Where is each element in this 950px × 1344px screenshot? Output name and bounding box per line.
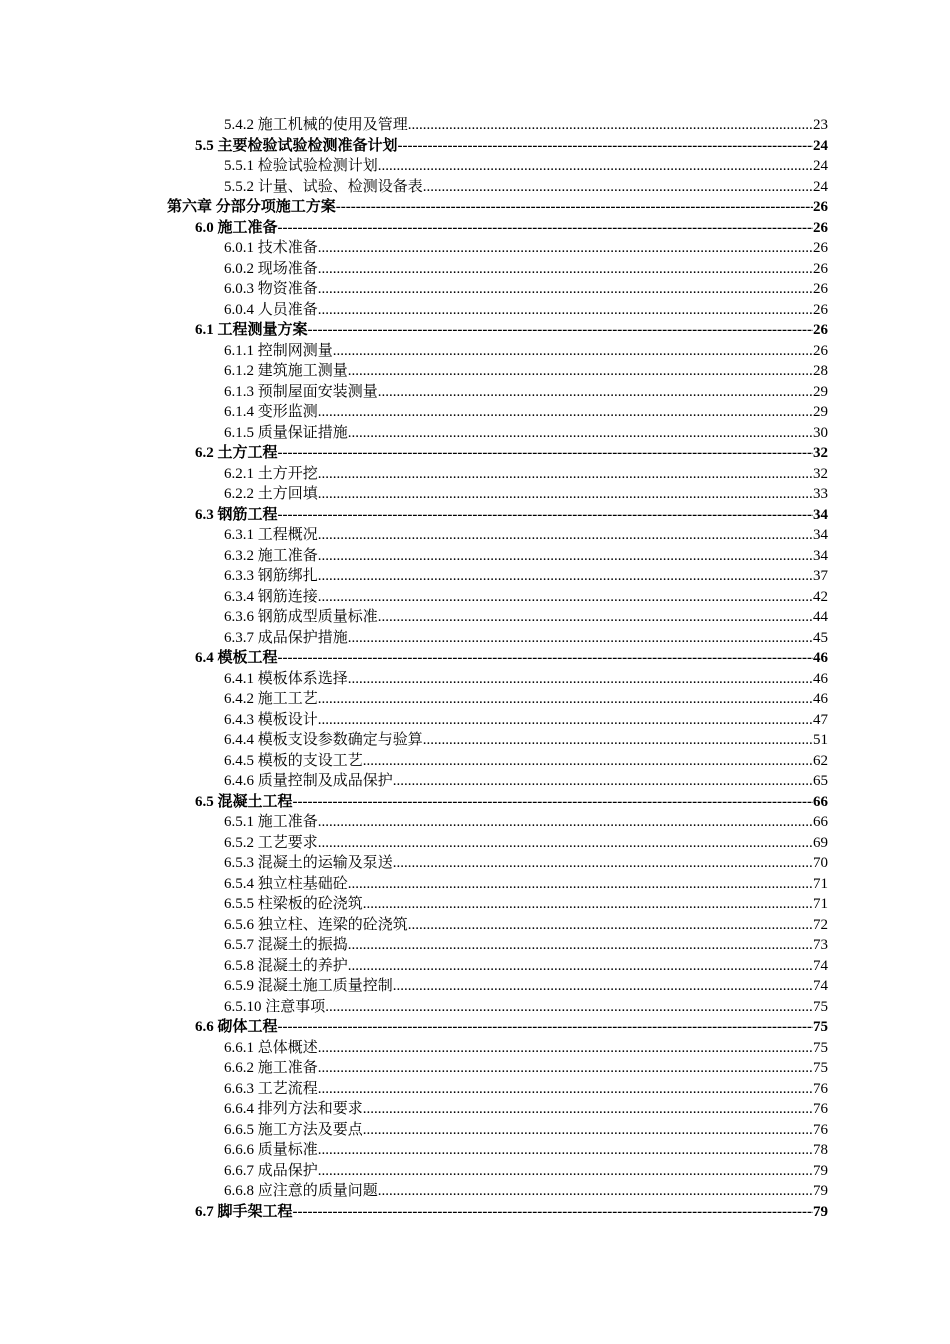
toc-entry-page: 24 [813, 137, 828, 154]
toc-entry[interactable] [224, 1161, 828, 1182]
toc-entry-title: 6.5.4 独立柱基础砼 [224, 875, 348, 892]
toc-entry-title: 6.3.3 钢筋绑扎 [224, 568, 318, 584]
toc-entry-title: 6.6.2 施工准备 [224, 1060, 318, 1076]
toc-leader [398, 136, 813, 157]
toc-entry-page: 74 [813, 978, 828, 994]
toc-leader [318, 1140, 813, 1161]
toc-leader [278, 443, 813, 464]
toc-entry-page: 76 [813, 1121, 828, 1138]
toc-leader [278, 218, 813, 239]
toc-entry[interactable] [224, 546, 828, 567]
toc-leader [348, 361, 813, 382]
toc-leader [348, 956, 813, 977]
toc-leader [348, 628, 813, 649]
toc-entry-page: 62 [813, 752, 828, 769]
toc-entry-title: 6.6.1 总体概述 [224, 1039, 318, 1056]
toc-entry-title: 6.4.6 质量控制及成品保护 [224, 773, 393, 789]
toc-entry[interactable] [224, 1140, 828, 1161]
toc-entry-title: 6.0.2 现场准备 [224, 260, 318, 277]
toc-leader [293, 792, 813, 813]
toc-leader [318, 587, 813, 608]
toc-entry-title: 6.4 模板工程 [195, 650, 278, 666]
toc-entry-title: 6.5.2 工艺要求 [224, 834, 318, 851]
toc-leader [325, 997, 813, 1018]
toc-entry[interactable] [224, 423, 828, 444]
toc-entry-title: 6.5.10 注意事项 [224, 998, 326, 1015]
toc-entry[interactable] [195, 218, 828, 239]
toc-entry[interactable] [224, 259, 828, 280]
toc-entry[interactable] [224, 628, 828, 649]
toc-entry-title: 6.4.3 模板设计 [224, 711, 318, 728]
toc-entry-title: 6.5.7 混凝土的振捣 [224, 937, 348, 953]
toc-entry-title: 6.1 工程测量方案 [195, 322, 308, 338]
toc-entry[interactable] [224, 935, 828, 956]
toc-leader [318, 238, 813, 259]
toc-leader [378, 607, 813, 628]
toc-entry-page: 66 [813, 793, 828, 810]
toc-entry-title: 6.0.1 技术准备 [224, 240, 318, 256]
toc-leader [318, 1079, 813, 1100]
toc-entry-page: 47 [813, 711, 828, 728]
toc-entry-page: 45 [813, 629, 828, 646]
toc-leader [318, 689, 813, 710]
toc-entry-page: 70 [813, 855, 828, 871]
toc-entry[interactable] [224, 382, 828, 403]
toc-entry-page: 79 [813, 1183, 828, 1199]
toc-entry-page: 34 [813, 527, 828, 543]
toc-leader [348, 669, 813, 690]
toc-entry[interactable] [224, 812, 828, 833]
toc-entry-page: 73 [813, 937, 828, 953]
toc-entry-title: 6.3.2 施工准备 [224, 547, 318, 564]
toc-entry-page: 76 [813, 1101, 828, 1117]
toc-entry-title: 6.6.6 质量标准 [224, 1142, 318, 1158]
toc-entry-title: 6.3.6 钢筋成型质量标准 [224, 609, 378, 625]
toc-leader [318, 525, 813, 546]
toc-entry-title: 6.5.6 独立柱、连梁的砼浇筑 [224, 916, 408, 933]
toc-entry-page: 28 [813, 363, 828, 379]
toc-leader [393, 976, 813, 997]
toc-entry[interactable] [224, 1120, 828, 1141]
toc-entry-title: 6.3.7 成品保护措施 [224, 629, 348, 646]
toc-leader [423, 730, 813, 751]
toc-leader [318, 279, 813, 300]
toc-entry[interactable] [224, 300, 828, 321]
toc-leader [318, 1058, 813, 1079]
toc-entry-page: 74 [813, 957, 828, 974]
toc-leader [278, 1017, 813, 1038]
toc-entry[interactable] [224, 279, 828, 300]
toc-entry-title: 6.5.5 柱梁板的砼浇筑 [224, 896, 363, 912]
toc-leader [348, 874, 813, 895]
toc-entry-title: 6.3.4 钢筋连接 [224, 588, 318, 605]
toc-entry-page: 23 [813, 117, 828, 133]
toc-entry[interactable] [224, 238, 828, 259]
toc-leader [408, 115, 813, 136]
toc-entry-title: 6.1.5 质量保证措施 [224, 424, 348, 441]
toc-entry-page: 46 [813, 691, 828, 707]
toc-entry[interactable] [224, 710, 828, 731]
toc-leader [278, 648, 813, 669]
toc-entry[interactable] [224, 956, 828, 977]
toc-entry-title: 6.5 混凝土工程 [195, 793, 293, 810]
toc-leader [393, 853, 813, 874]
toc-entry[interactable] [224, 484, 828, 505]
toc-entry[interactable] [224, 156, 828, 177]
toc-leader [348, 423, 813, 444]
toc-entry-title: 6.0 施工准备 [195, 219, 278, 236]
toc-entry-page: 75 [813, 998, 828, 1015]
toc-leader [393, 771, 813, 792]
toc-entry-title: 6.7 脚手架工程 [195, 1203, 293, 1220]
toc-entry-title: 6.6.5 施工方法及要点 [224, 1121, 363, 1138]
toc-entry-page: 72 [813, 916, 828, 933]
toc-entry-title: 6.2.2 土方回填 [224, 486, 318, 502]
toc-entry[interactable] [224, 1099, 828, 1120]
toc-leader [318, 464, 813, 485]
toc-entry-page: 44 [813, 609, 828, 625]
toc-entry[interactable] [224, 1038, 828, 1059]
toc-entry-title: 6.5.3 混凝土的运输及泵送 [224, 855, 393, 871]
toc-entry[interactable] [195, 505, 828, 526]
toc-entry-page: 75 [813, 1060, 828, 1076]
toc-entry-page: 66 [813, 814, 828, 830]
toc-entry[interactable] [195, 1017, 828, 1038]
toc-leader [318, 484, 813, 505]
toc-entry[interactable] [224, 771, 828, 792]
toc-leader [336, 197, 813, 218]
toc-entry-title: 6.1.1 控制网测量 [224, 342, 333, 359]
toc-entry-page: 37 [813, 568, 828, 584]
toc-entry[interactable] [224, 115, 828, 136]
toc-entry[interactable] [224, 853, 828, 874]
toc-entry[interactable] [224, 751, 828, 772]
toc-entry-title: 6.2.1 土方开挖 [224, 465, 318, 482]
toc-entry-title: 6.2 土方工程 [195, 445, 278, 461]
toc-entry[interactable] [224, 1079, 828, 1100]
toc-entry-page: 51 [813, 732, 828, 748]
toc-entry-page: 69 [813, 834, 828, 851]
toc-leader [318, 300, 813, 321]
toc-entry-page: 26 [813, 260, 828, 277]
toc-entry[interactable] [224, 833, 828, 854]
toc-entry-page: 24 [813, 178, 828, 195]
toc-entry-title: 6.5.8 混凝土的养护 [224, 957, 348, 974]
toc-entry-page: 76 [813, 1080, 828, 1097]
toc-entry-page: 71 [813, 875, 828, 892]
toc-leader [333, 341, 813, 362]
toc-entry[interactable] [224, 689, 828, 710]
toc-leader [348, 935, 813, 956]
toc-entry[interactable] [195, 648, 828, 669]
toc-entry-page: 24 [813, 158, 828, 174]
toc-entry[interactable] [224, 177, 828, 198]
toc-entry[interactable] [167, 197, 828, 218]
toc-entry-title: 6.6.7 成品保护 [224, 1162, 318, 1179]
toc-entry-title: 6.6.3 工艺流程 [224, 1080, 318, 1097]
toc-entry-title: 6.6.8 应注意的质量问题 [224, 1183, 378, 1199]
toc-entry-title: 6.1.4 变形监测 [224, 404, 318, 420]
toc-leader [318, 710, 813, 731]
toc-entry[interactable] [224, 525, 828, 546]
toc-entry-page: 26 [813, 322, 828, 338]
toc-entry-page: 26 [813, 219, 828, 236]
toc-leader [318, 1161, 813, 1182]
toc-entry-title: 6.4.5 模板的支设工艺 [224, 752, 363, 769]
toc-leader [318, 546, 813, 567]
toc-entry-title: 6.5.1 施工准备 [224, 814, 318, 830]
toc-entry[interactable] [224, 669, 828, 690]
toc-leader [278, 505, 813, 526]
toc-entry-title: 6.3 钢筋工程 [195, 506, 278, 523]
toc-leader [363, 894, 813, 915]
toc-entry-title: 6.1.3 预制屋面安装测量 [224, 383, 378, 400]
toc-entry[interactable] [224, 402, 828, 423]
toc-leader [318, 402, 813, 423]
toc-entry[interactable] [195, 320, 828, 341]
toc-entry-title: 6.0.3 物资准备 [224, 281, 318, 297]
toc-entry-page: 42 [813, 588, 828, 605]
toc-entry-page: 29 [813, 383, 828, 400]
toc-entry-page: 65 [813, 773, 828, 789]
toc-entry-page: 26 [813, 342, 828, 359]
toc-leader [363, 1099, 813, 1120]
toc-entry[interactable] [224, 566, 828, 587]
toc-entry-title: 6.6.4 排列方法和要求 [224, 1101, 363, 1117]
toc-leader [363, 751, 813, 772]
toc-entry[interactable] [224, 894, 828, 915]
toc-entry-page: 26 [813, 281, 828, 297]
toc-entry-page: 34 [813, 506, 828, 523]
toc-leader [363, 1120, 813, 1141]
toc-entry[interactable] [195, 1202, 828, 1223]
toc-entry-title: 5.5.2 计量、试验、检测设备表 [224, 178, 423, 195]
toc-entry-page: 26 [813, 301, 828, 318]
toc-entry-page: 71 [813, 896, 828, 912]
toc-leader [318, 1038, 813, 1059]
toc-entry-title: 6.4.1 模板体系选择 [224, 670, 348, 687]
toc-entry[interactable] [224, 1058, 828, 1079]
toc-leader [318, 566, 813, 587]
toc-entry-page: 46 [813, 650, 828, 666]
toc-leader [318, 812, 813, 833]
toc-entry[interactable] [224, 997, 828, 1018]
toc-entry-title: 6.3.1 工程概况 [224, 527, 318, 543]
toc-leader [423, 177, 813, 198]
toc-leader [378, 382, 813, 403]
toc-entry-title: 5.5.1 检验试验检测计划 [224, 158, 378, 174]
toc-entry[interactable] [224, 607, 828, 628]
toc-entry-page: 26 [813, 240, 828, 256]
toc-entry-page: 34 [813, 547, 828, 564]
toc-leader [378, 156, 813, 177]
toc-leader [378, 1181, 813, 1202]
toc-leader [408, 915, 813, 936]
toc-leader [293, 1202, 813, 1223]
toc-entry[interactable] [224, 976, 828, 997]
toc-entry[interactable] [224, 361, 828, 382]
toc-entry[interactable] [195, 136, 828, 157]
toc-entry-title: 6.4.4 模板支设参数确定与验算 [224, 732, 423, 748]
toc-entry-page: 32 [813, 445, 828, 461]
toc-entry[interactable] [224, 464, 828, 485]
toc-leader [308, 320, 813, 341]
toc-entry-page: 33 [813, 486, 828, 502]
toc-entry-title: 第六章 分部分项施工方案 [167, 199, 336, 215]
toc-entry-page: 46 [813, 670, 828, 687]
toc-entry-page: 75 [813, 1019, 828, 1035]
toc-entry-page: 78 [813, 1142, 828, 1158]
toc-entry[interactable] [224, 874, 828, 895]
toc-entry-title: 5.4.2 施工机械的使用及管理 [224, 117, 408, 133]
toc-leader [318, 259, 813, 280]
toc-entry[interactable] [224, 915, 828, 936]
toc-entry[interactable] [195, 443, 828, 464]
toc-entry-title: 6.4.2 施工工艺 [224, 691, 318, 707]
toc-entry[interactable] [195, 792, 828, 813]
toc-entry-title: 6.1.2 建筑施工测量 [224, 363, 348, 379]
toc-entry[interactable] [224, 1181, 828, 1202]
toc-entry[interactable] [224, 587, 828, 608]
toc-entry-page: 32 [813, 465, 828, 482]
toc-entry[interactable] [224, 730, 828, 751]
toc-entry-page: 29 [813, 404, 828, 420]
toc-entry[interactable] [224, 341, 828, 362]
toc-entry-page: 75 [813, 1039, 828, 1056]
toc-entry-title: 6.5.9 混凝土施工质量控制 [224, 978, 393, 994]
toc-entry-title: 5.5 主要检验试验检测准备计划 [195, 137, 398, 154]
toc-entry-page: 26 [813, 199, 828, 215]
toc-entry-title: 6.6 砌体工程 [195, 1019, 278, 1035]
toc-entry-page: 79 [813, 1203, 828, 1220]
toc-leader [318, 833, 813, 854]
toc-entry-page: 79 [813, 1162, 828, 1179]
toc-entry-title: 6.0.4 人员准备 [224, 301, 318, 318]
table-of-contents [0, 115, 950, 1222]
toc-entry-page: 30 [813, 424, 828, 441]
